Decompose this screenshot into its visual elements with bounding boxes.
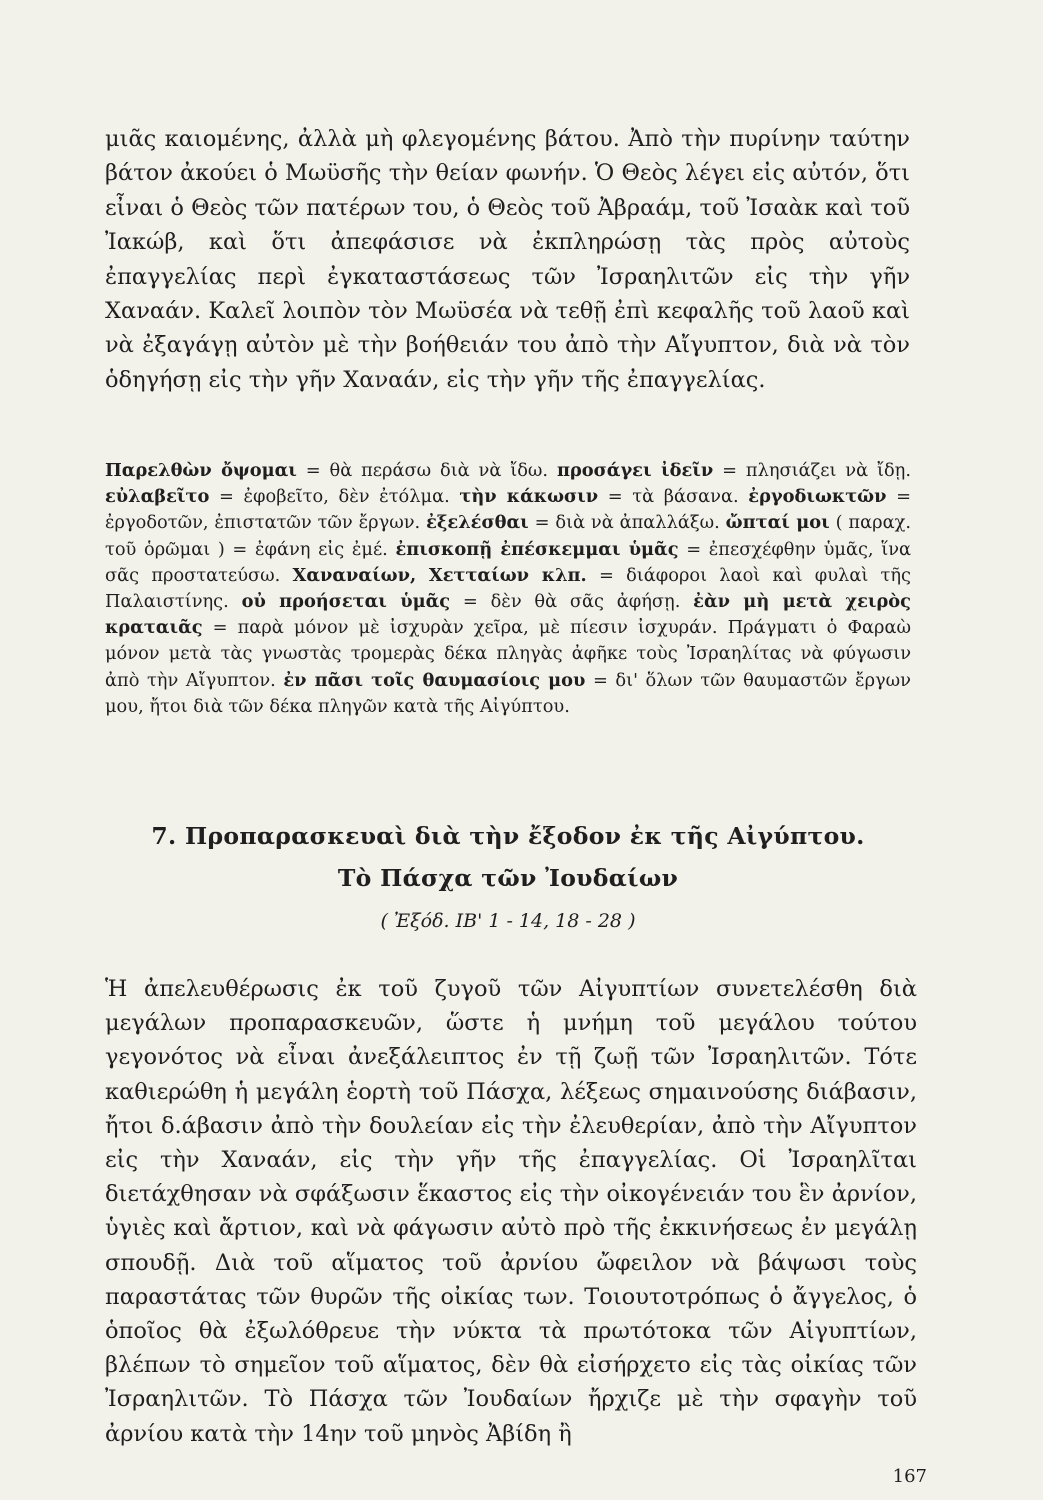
gloss-term: Χαναναίων, Χετταίων κλπ.: [292, 564, 587, 586]
page-number: 167: [892, 1466, 927, 1487]
gloss-def: = δὲν θὰ σᾶς ἀφήσῃ.: [450, 591, 694, 613]
section-title: 7. Προπαρασκευαὶ διὰ τὴν ἔξοδον ἐκ τῆς Αἰγύπτου.: [151, 822, 865, 850]
gloss-def: = ἐπεσχέφθην ὑμᾶς, ἵνα σᾶς προστατεύσω.: [105, 538, 912, 586]
glossary-block: [105, 458, 911, 720]
gloss-term: εὐλαβεῖτο: [105, 486, 210, 508]
gloss-term: προσάγει ἰδεῖν: [556, 460, 714, 481]
paragraph-passover: Ἡ ἀπελευθέρωσις ἐκ τοῦ ζυγοῦ τῶν Αἰγυπτίων συνετελέσθη διὰ μεγάλων προπαρασκευῶν, ὥστε ἡ μνήμη τοῦ μεγάλου τούτου γεγονότος νὰ εἶναι ἀνεξάλειπτος ἐν τῇ ζωῇ τῶν Ἰσραηλιτῶν. Τότε καθιερώθη ἡ μεγάλη ἑορτὴ τοῦ Πάσχα, λέξεως σημαινούσης διάβασιν, ἤτοι δ.άβασιν ἀπὸ τὴν δουλείαν εἰς τὴν ἐλευθερίαν, ἀπὸ τὴν Αἴγυπτον εἰς τὴν Χαναάν, εἰς τὴν γῆν τῆς ἐπαγγελίας. Οἱ Ἰσραηλῖται διετάχθησαν νὰ σφάξωσιν ἕκαστος εἰς τὴν οἰκογένειάν του ἓν ἀρνίον, ὑγιὲς καὶ ἄρτιον, καὶ νὰ φάγωσιν αὐτὸ πρὸ τῆς ἐκκινήσεως ἐν μεγάλῃ σπουδῇ. Διὰ τοῦ αἵματος τοῦ ἀρνίου ὤφειλον νὰ βάψωσι τοὺς παραστάτας τῶν θυρῶν τῆς οἰκίας των. Τοιουτοτρόπως ὁ ἄγγελος, ὁ ὁποῖος θὰ ἐξωλόθρευε τὴν νύκτα τὰ πρωτότοκα τῶν Αἰγυπτίων, βλέπων τὸ σημεῖον τοῦ αἵματος, δὲν θὰ εἰσήρχετο εἰς τὰς οἰκίας τῶν Ἰσραηλιτῶν. Τὸ Πάσχα τῶν Ἰουδαίων ἤρχιζε μὲ τὴν σφαγὴν τοῦ ἀρνίου κατὰ τὴν 14ην τοῦ μηνὸς Ἀβίδη ἢ: [105, 976, 917, 1447]
section-heading: [105, 815, 911, 899]
scripture-reference: ( Ἐξόδ. ΙΒ' 1 - 14, 18 - 28 ): [380, 910, 636, 932]
gloss-term: ἐὰν μὴ μετὰ χειρὸς κραταιᾶς: [105, 591, 911, 639]
gloss-def: = ἐργοδοτῶν, ἐπιστατῶν τῶν ἔργων.: [105, 486, 911, 534]
gloss-term: οὐ προήσεται ὑμᾶς: [241, 591, 451, 613]
gloss-def: ( παραχ. τοῦ ὁρῶμαι ) = ἐφάνη εἰς ἐμέ.: [105, 512, 911, 560]
gloss-term: ὤπταί μοι: [725, 512, 830, 534]
gloss-term: τὴν κάκωσιν: [459, 486, 599, 508]
gloss-def: = διάφοροι λαοὶ καὶ φυλαὶ τῆς Παλαιστίνης.: [105, 564, 911, 613]
gloss-def: = τὰ βάσανα.: [598, 486, 749, 508]
paragraph-moses-burning-bush: μιᾶς καιομένης, ἀλλὰ μὴ φλεγομένης βάτου. Ἀπὸ τὴν πυρίνην ταύτην βάτον ἀκούει ὁ Μωϋσῆς τὴν θείαν φωνήν. Ὁ Θεὸς λέγει εἰς αὐτόν, ὅτι εἶναι ὁ Θεὸς τῶν πατέρων του, ὁ Θεὸς τοῦ Ἀβραάμ, τοῦ Ἰσαὰκ καὶ τοῦ Ἰακώβ, καὶ ὅτι ἀπεφάσισε νὰ ἐκπληρώσῃ τὰς πρὸς αὐτοὺς ἐπαγγελίας περὶ ἐγκαταστάσεως τῶν Ἰσραηλιτῶν εἰς τὴν γῆν Χαναάν. Καλεῖ λοιπὸν τὸν Μωϋσέα νὰ τεθῇ ἐπὶ κεφαλῆς τοῦ λαοῦ καὶ νὰ ἐξαγάγῃ αὐτὸν μὲ τὴν βοήθειάν του ἀπὸ τὴν Αἴγυπτον, διὰ νὰ τὸν ὁδηγήσῃ εἰς τὴν γῆν Χαναάν, εἰς τὴν γῆν τῆς ἐπαγγελίας.: [105, 126, 910, 393]
gloss-def: = θὰ περάσω διὰ νὰ ἴδω.: [296, 460, 557, 481]
gloss-term: ἐπισκοπῇ ἐπέσκεμμαι ὑμᾶς: [395, 538, 679, 560]
gloss-term: ἐν πᾶσι τοῖς θαυμασίοις μου: [283, 669, 586, 691]
gloss-term: Παρελθὼν ὄψομαι: [105, 460, 297, 481]
section-subtitle: Τὸ Πάσχα τῶν Ἰουδαίων: [337, 864, 679, 892]
gloss-def: = διὰ νὰ ἀπαλλάξω.: [528, 512, 726, 534]
gloss-term: ἐξελέσθαι: [426, 512, 529, 534]
gloss-def: = δι' ὅλων τῶν θαυμαστῶν ἔργων μου, ἤτοι διὰ τῶν δέκα πληγῶν κατὰ τῆς Αἰγύπτου.: [105, 669, 911, 717]
gloss-term: ἐργοδιωκτῶν: [748, 486, 887, 508]
gloss-def: = παρὰ μόνον μὲ ἰσχυρὰν χεῖρα, μὲ πίεσιν ἰσχυράν. Πράγματι ὁ Φαραὼ μόνον μετὰ τὰς γνωστὰς τρομερὰς δέκα πληγὰς ἀφῆκε τοὺς Ἰσραηλίτας νὰ φύγωσιν ἀπὸ τὴν Αἴγυπτον.: [105, 617, 911, 691]
gloss-def: = ἐφοβεῖτο, δὲν ἐτόλμα.: [209, 486, 460, 508]
gloss-def: = πλησιάζει νὰ ἴδῃ.: [713, 460, 911, 481]
